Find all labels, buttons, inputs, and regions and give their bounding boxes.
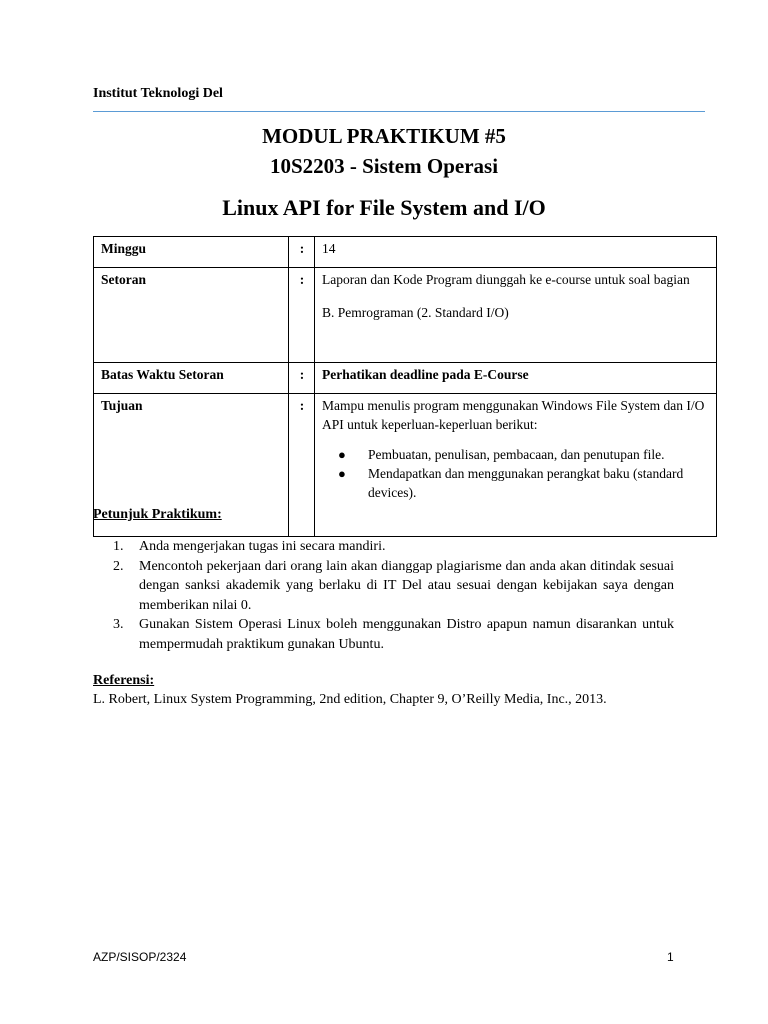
row-colon: :: [289, 394, 315, 537]
institution-name: Institut Teknologi Del: [93, 86, 223, 101]
table-row-deadline: [94, 363, 717, 394]
list-item: [93, 615, 674, 654]
setoran-part: B. Pemrograman (2. Standard I/O): [322, 305, 509, 320]
tujuan-label: Tujuan: [101, 398, 143, 413]
row-label: Setoran: [94, 268, 289, 363]
list-item: [322, 445, 710, 464]
row-label: Minggu: [94, 237, 289, 268]
row-value-cell: [315, 268, 717, 363]
topic-title: Linux API for File System and I/O: [222, 195, 546, 220]
item-number: 1.: [113, 539, 124, 554]
list-item: [322, 464, 710, 502]
referensi-heading: Referensi:: [93, 673, 155, 688]
row-colon: :: [289, 268, 315, 363]
table-row-setoran: [94, 268, 717, 363]
module-title: MODUL PRAKTIKUM #5: [262, 124, 506, 148]
item-number: 3.: [113, 617, 124, 632]
info-table: [93, 236, 717, 537]
footer-code: AZP/SISOP/2324: [93, 950, 187, 964]
list-item: [93, 557, 674, 616]
item-text: Gunakan Sistem Operasi Linux boleh menggunakan Distro apapun namun disarankan untuk mempermudah praktikum gunakan Ubuntu.: [139, 617, 674, 652]
tujuan-bullets: [322, 445, 710, 502]
petunjuk-heading: Petunjuk Praktikum:: [93, 507, 222, 522]
bullet-text: Mendapatkan dan menggunakan perangkat baku (standard devices).: [368, 466, 684, 500]
item-text: Anda mengerjakan tugas ini secara mandiri.: [139, 539, 386, 554]
row-colon: :: [289, 363, 315, 394]
setoran-text: Laporan dan Kode Program diunggah ke e-course untuk soal bagian: [322, 272, 690, 287]
item-number: 2.: [113, 558, 124, 574]
row-value: Perhatikan deadline pada E-Course: [315, 363, 717, 394]
bullet-icon: ●: [338, 447, 346, 462]
row-value-cell: [315, 394, 717, 537]
referensi-text: L. Robert, Linux System Programming, 2nd edition, Chapter 9, O’Reilly Media, Inc., 2013.: [93, 692, 607, 707]
item-text: Mencontoh pekerjaan dari orang lain akan dianggap plagiarisme dan anda akan ditindak sesuai dengan sanksi akademik yang berlaku di IT Del atau sesuai dengan kebijakan saya dengan memberikan nilai 0.: [139, 558, 674, 613]
course-title: 10S2203 - Sistem Operasi: [269, 154, 499, 178]
row-label: Batas Waktu Setoran: [94, 363, 289, 394]
list-item: [93, 537, 674, 557]
row-value: 14: [315, 237, 717, 268]
tujuan-text: Mampu menulis program menggunakan Windows File System dan I/O API untuk keperluan-keperluan berikut:: [322, 398, 705, 432]
bullet-icon: ●: [338, 466, 346, 481]
page-number: 1: [667, 950, 674, 964]
petunjuk-list: [93, 537, 674, 654]
header-divider: [93, 111, 705, 112]
bullet-text: Pembuatan, penulisan, pembacaan, dan penutupan file.: [368, 447, 665, 462]
row-colon: :: [289, 237, 315, 268]
table-row-minggu: [94, 237, 717, 268]
